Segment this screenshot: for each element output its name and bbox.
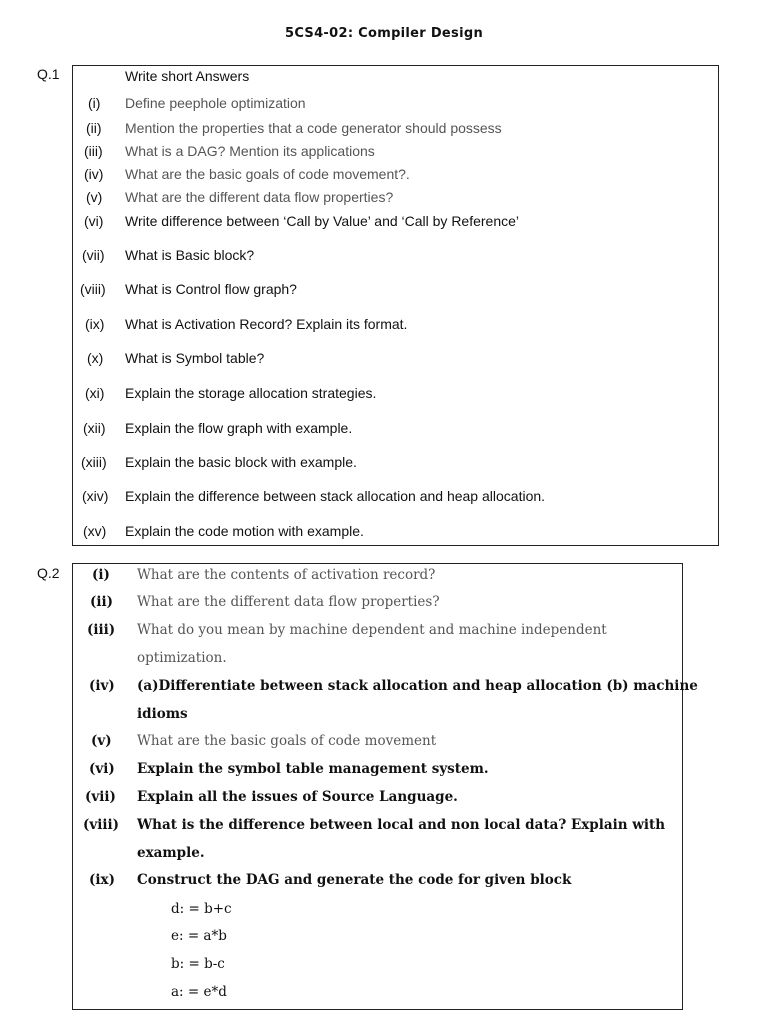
- q1-item-number: (vii): [82, 247, 105, 263]
- q2-item-text: optimization.: [137, 650, 227, 666]
- q2-item-text: Explain the symbol table management system.: [137, 761, 489, 777]
- q2-item-number: (ix): [89, 872, 115, 888]
- q1-item-text: Define peephole optimization: [125, 95, 306, 111]
- q1-item-number: (ix): [85, 316, 105, 332]
- q1-item-number: (xiv): [82, 488, 109, 504]
- q1-item-number: (xi): [85, 385, 105, 401]
- q1-item-number: (x): [87, 350, 104, 366]
- q2-item-text: example.: [137, 845, 205, 861]
- q1-item-text: What are the basic goals of code movement?.: [125, 166, 410, 182]
- q1-item-number: (xv): [83, 523, 107, 539]
- q1-item-text: Explain the storage allocation strategies.: [125, 385, 377, 401]
- code-line-text: b: = b-c: [171, 956, 225, 972]
- q2-item-text: What are the basic goals of code movement: [137, 733, 437, 749]
- q2-item-number: (iv): [89, 678, 115, 694]
- q2-item-text: idioms: [137, 706, 188, 722]
- q1-item-text: Explain the code motion with example.: [125, 523, 364, 539]
- q1-item-text: Write difference between ‘Call by Value’ and ‘Call by Reference’: [125, 213, 520, 229]
- q2-item-text: (a)Differentiate between stack allocation and heap allocation (b) machine: [137, 678, 698, 694]
- q1-item-text: What is Control flow graph?: [125, 281, 297, 297]
- q1-item-number: (v): [86, 189, 103, 205]
- code-line-text: e: = a*b: [171, 928, 227, 944]
- q1-heading: Write short Answers: [125, 68, 250, 84]
- q1-item-number: (viii): [80, 281, 106, 297]
- q2-item-text: Construct the DAG and generate the code for given block: [137, 872, 572, 888]
- q2-box: [72, 563, 698, 1010]
- q1-item-number: (i): [88, 95, 101, 111]
- code-line-text: a: = e*d: [171, 984, 227, 1000]
- q1-item-number: (xiii): [81, 454, 107, 470]
- q1-box: [72, 65, 719, 546]
- q2-item-number: (ii): [90, 594, 114, 610]
- q2-item-text: What is the difference between local and non local data? Explain with: [137, 817, 666, 833]
- q2-item-text: What are the contents of activation record?: [137, 567, 436, 583]
- q2-item-number: (i): [92, 567, 110, 583]
- q1-item-number: (iii): [84, 143, 103, 159]
- q1-item-number: (ii): [86, 120, 102, 136]
- q1-item-text: Mention the properties that a code generator should possess: [125, 120, 502, 136]
- q2-item-text: Explain all the issues of Source Language.: [137, 789, 458, 805]
- q2-label: Q.2: [37, 565, 60, 581]
- q1-item-text: What is Basic block?: [125, 247, 255, 263]
- code-line-text: d: = b+c: [171, 901, 232, 917]
- q1-item-number: (vi): [84, 213, 104, 229]
- q1-label: Q.1: [37, 66, 60, 82]
- q1-item-text: Explain the difference between stack allocation and heap allocation.: [125, 488, 546, 504]
- q1-item-text: Explain the basic block with example.: [125, 454, 357, 470]
- q1-item-number: (xii): [83, 420, 106, 436]
- q1-item-number: (iv): [84, 166, 104, 182]
- q2-item-number: (vii): [85, 789, 116, 805]
- q1-item-text: What is a DAG? Mention its applications: [125, 143, 375, 159]
- q2-item-number: (vi): [89, 761, 115, 777]
- q2-item-number: (iii): [87, 622, 116, 638]
- q1-item-text: What is Activation Record? Explain its format.: [125, 316, 408, 332]
- q2-item-text: What are the different data flow properties?: [137, 594, 440, 610]
- q2-item-text: What do you mean by machine dependent and machine independent: [137, 622, 607, 638]
- q1-item-text: What are the different data flow properties?: [125, 189, 394, 205]
- q2-item-number: (viii): [83, 817, 120, 833]
- q2-item-number: (v): [91, 733, 112, 749]
- q1-item-text: Explain the flow graph with example.: [125, 420, 353, 436]
- page-title: 5CS4-02: Compiler Design: [285, 26, 483, 41]
- q1-item-text: What is Symbol table?: [125, 350, 265, 366]
